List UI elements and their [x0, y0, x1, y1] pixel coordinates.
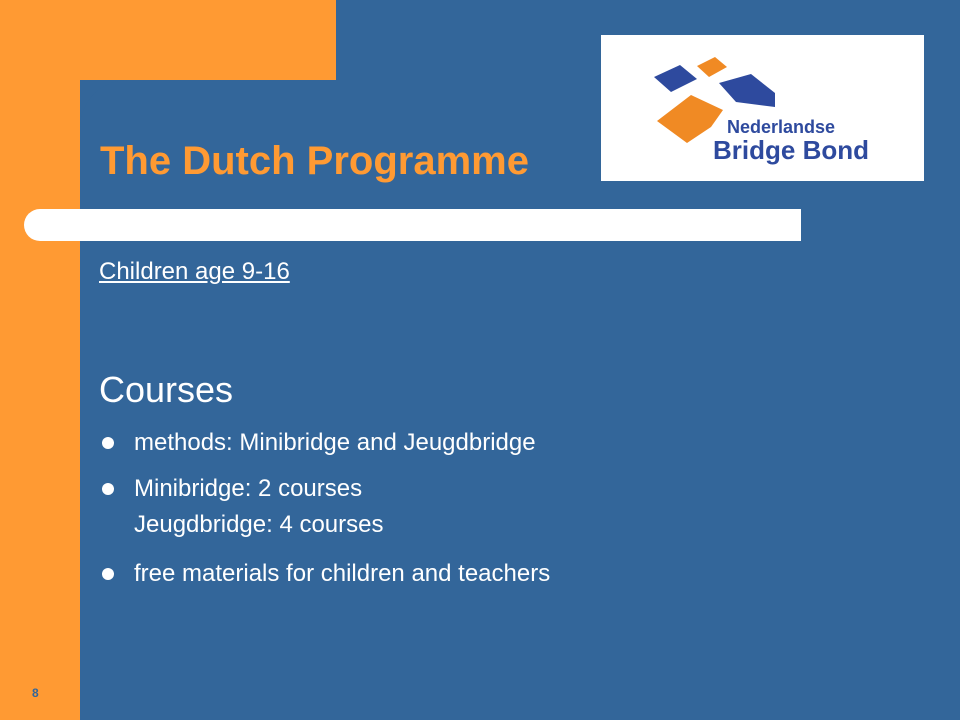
title-underline-bar — [24, 209, 801, 241]
logo-tile-blue-right — [719, 74, 775, 107]
slide-title: The Dutch Programme — [100, 139, 529, 183]
bullet-dot — [102, 437, 114, 449]
logo-tile-blue-left — [654, 65, 697, 92]
page-number: 8 — [32, 686, 39, 700]
nbb-logo — [601, 35, 924, 181]
bullet-line: Minibridge: 2 courses — [134, 475, 363, 502]
bullet-line: Jeugdbridge: 4 courses — [134, 511, 384, 538]
bullet-item-2 — [134, 471, 384, 543]
section-heading: Courses — [99, 369, 234, 410]
logo-tile-orange-top — [697, 57, 727, 77]
bullet-line: methods: Minibridge and Jeugdbridge — [134, 429, 536, 456]
bullet-dot — [102, 483, 114, 495]
bullet-item-1 — [134, 425, 536, 461]
bullet-line: free materials for children and teachers — [134, 560, 551, 587]
top-accent-block — [0, 0, 336, 80]
logo-text-bridge-bond: Bridge Bond — [713, 135, 869, 165]
left-accent-strip — [0, 0, 80, 720]
bullet-dot — [102, 568, 114, 580]
logo-text-nederlandse: Nederlandse — [727, 117, 836, 137]
slide-subtitle: Children age 9-16 — [99, 258, 290, 285]
bullet-item-3 — [134, 556, 550, 592]
nbb-logo-graphic — [601, 35, 924, 181]
